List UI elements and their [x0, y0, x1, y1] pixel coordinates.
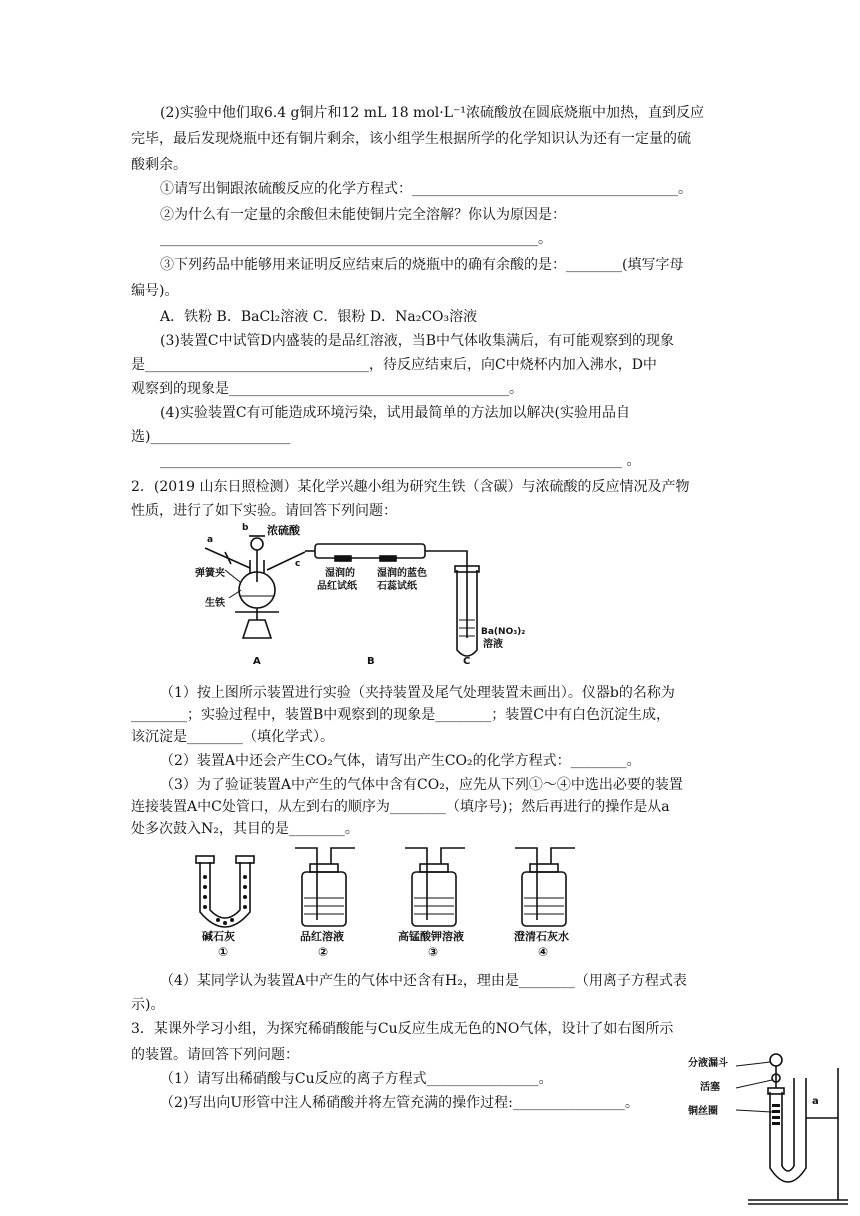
q2-sub1-line3: 该沉淀是________（填化学式）。	[131, 729, 334, 745]
label-B: B	[367, 656, 375, 667]
label-spring-clamp: 弹簧夹	[195, 568, 225, 579]
label-copper-coil: 铜丝圈	[688, 1106, 718, 1117]
label-c: c	[295, 559, 301, 569]
bottle-4	[522, 872, 566, 926]
label-C: C	[463, 656, 471, 667]
option4-name: 澄清石灰水	[514, 930, 569, 943]
q2-sub4-line2: 示)。	[131, 997, 165, 1013]
q3-sub1: （1）请写出稀硝酸与Cu反应的离子方程式________________。	[160, 1071, 553, 1087]
q1-part2-line3: 酸剩余。	[131, 157, 187, 173]
label-b: b	[242, 523, 249, 533]
q1-part2-line1: (2)实验中他们取6.4 g铜片和12 mL 18 mol·L⁻¹浓硫酸放在圆底烧瓶中加热，直到反应	[160, 105, 704, 121]
separatory-funnel	[770, 1054, 782, 1066]
alcohol-lamp	[243, 620, 271, 638]
q3-heading-line1: 3．某课外学习小组，为探究稀硝酸能与Cu反应生成无色的NO气体，设计了如右图所示	[131, 1021, 674, 1037]
option2-name: 品红溶液	[300, 930, 344, 943]
q3-sub2: （2)写出向U形管中注人稀硝酸并将左管充满的操作过程:________________。	[160, 1095, 639, 1111]
q1-part3-line3: 观察到的现象是________________________________________。	[131, 381, 523, 397]
label-A: A	[253, 656, 261, 667]
q1-item1: ①请写出铜跟浓硫酸反应的化学方程式：______________________________________。	[160, 181, 692, 197]
q2-heading-line2: 性质，进行了如下实验。请回答下列问题：	[131, 503, 397, 519]
q1-part2-line2: 完毕，最后发现烧瓶中还有铜片剩余，该小组学生根据所学的化学知识认为还有一定量的硫	[131, 131, 691, 147]
label-pig-iron: 生铁	[205, 598, 225, 609]
bottle-2	[302, 872, 346, 926]
bottle-3	[412, 872, 456, 926]
q2-sub3-line1: （3）为了验证装置A中产生的气体中含有CO₂，应先从下列①～④中选出必要的装置	[160, 777, 683, 793]
q1-part4-line1: (4)实验装置C有可能造成环境污染，试用最简单的方法加以解决(实验用品自	[160, 405, 631, 421]
label-a: a	[207, 535, 214, 545]
q2-options-figure	[190, 842, 610, 960]
label-a-q3: a	[812, 1096, 819, 1107]
dropping-funnel	[251, 538, 263, 550]
option3-name: 高锰酸钾溶液	[398, 930, 464, 943]
q1-item3-line1: ③下列药品中能够用来证明反应结束后的烧瓶中的确有余酸的是：________(填写字母	[160, 257, 684, 273]
delivery-tube	[425, 551, 467, 638]
q1-part3-line1: (3)装置C中试管D内盛装的是品红溶液，当B中气体收集满后，有可能观察到的现象	[160, 333, 675, 349]
option3-number: ③	[428, 945, 439, 959]
q2-sub1-line2: ________；实验过程中，装置B中观察到的现象是________；装置C中有白色沉淀生成，	[131, 707, 670, 723]
q1-part3-line2: 是________________________________，待反应结束后，向C中烧杯内加入沸水，D中	[131, 357, 657, 373]
option1-number: ①	[218, 945, 229, 959]
q2-apparatus-figure	[195, 520, 526, 668]
option4-number: ④	[538, 945, 549, 959]
label-reagent-line2: 溶液	[483, 639, 503, 650]
q2-sub3-line3: 处多次鼓入N₂，其目的是________。	[131, 821, 359, 837]
q1-part4-line2: 选)____________________	[131, 429, 291, 445]
q2-sub3-line2: 连接装置A中C处管口，从左到右的顺序为________（填序号)；然后再进行的操作是从a	[131, 799, 670, 815]
q1-item2: ②为什么有一定量的余酸但未能使铜片完全溶解？你认为原因是：	[160, 207, 566, 223]
label-separatory-funnel: 分液漏斗	[688, 1058, 728, 1069]
q3-apparatus-figure	[688, 1048, 858, 1214]
label-paper1-line2: 品红试纸	[317, 581, 357, 592]
q2-sub1-line1: （1）按上图所示装置进行实验（夹持装置及尾气处理装置未画出）。仪器b的名称为	[160, 685, 675, 701]
label-paper2-line2: 石蕊试纸	[377, 581, 417, 592]
q1-options: A．铁粉 B．BaCl₂溶液 C．银粉 D．Na₂CO₃溶液	[160, 309, 478, 325]
option2-number: ②	[318, 945, 329, 959]
copper-coil	[772, 1104, 780, 1125]
q1-item2-blank: ______________________________________________________。	[160, 231, 552, 247]
label-reagent-line1: Ba(NO₃)₂	[481, 627, 526, 637]
q3-heading-line2: 的装置。请回答下列问题：	[131, 1047, 299, 1063]
label-paper2-line1: 湿润的蓝色	[377, 568, 427, 579]
option1-name: 碱石灰	[202, 930, 235, 943]
glass-tube-b	[315, 544, 425, 558]
label-paper1-line1: 湿润的	[325, 568, 355, 579]
label-conc-sulfuric-acid: 浓硫酸	[267, 524, 300, 537]
label-stopcock: 活塞	[700, 1082, 720, 1093]
q2-sub2: （2）装置A中还会产生CO₂气体，请写出产生CO₂的化学方程式：________。	[160, 753, 641, 769]
q2-sub4-line1: （4）某同学认为装置A中产生的气体中还含有H₂，理由是________（用离子方程式表	[160, 973, 687, 989]
q1-part4-line3: __________________________________________________________________ 。	[160, 453, 641, 469]
q1-item3-line2: 编号)。	[131, 283, 179, 299]
q2-heading-line1: 2．(2019 山东日照检测）某化学兴趣小组为研究生铁（含碳）与浓硫酸的反应情况及产物	[131, 479, 690, 495]
